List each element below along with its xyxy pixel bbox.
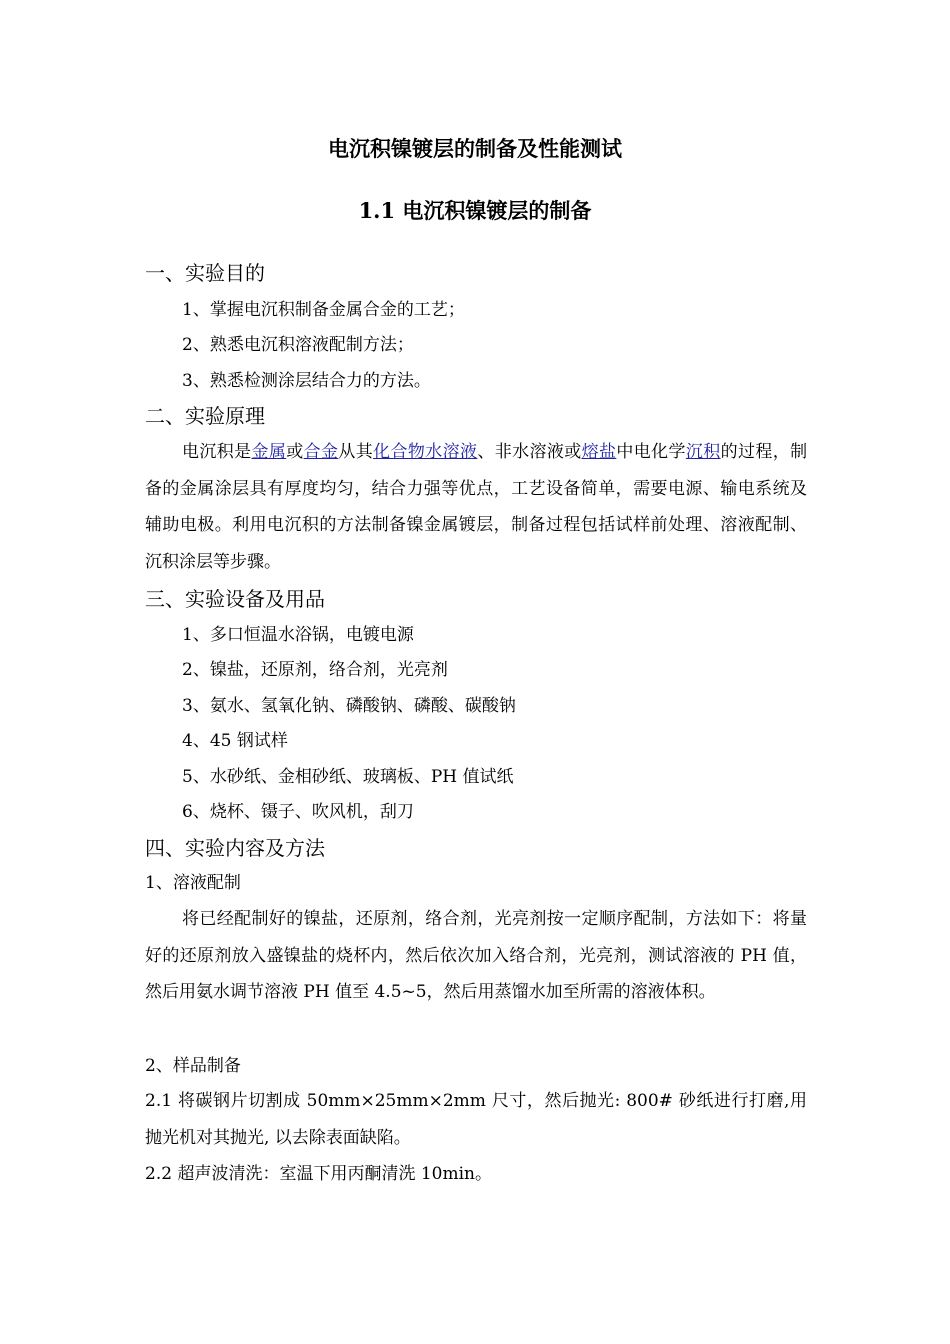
link-metal[interactable]: 金属 xyxy=(251,442,287,462)
subheading-sample: 2、样品制备 xyxy=(145,1056,241,1076)
link-molten-salt[interactable]: 熔盐 xyxy=(581,442,617,462)
list-item: 2、镍盐，还原剂，络合剂，光亮剂 xyxy=(182,660,448,680)
sample-paragraph: 2.1 将碳钢片切割成 50mm×25mm×2mm 尺寸，然后抛光: 800# 砂纸进行打磨,用抛光机对其抛光, 以去除表面缺陷。 xyxy=(145,1091,807,1148)
heading-principle: 二、实验原理 xyxy=(145,404,265,428)
section-subtitle: 1.1 电沉积镍镀层的制备 xyxy=(358,198,592,223)
list-item: 3、熟悉检测涂层结合力的方法。 xyxy=(182,371,431,391)
heading-method: 四、实验内容及方法 xyxy=(145,836,325,860)
list-item: 3、氨水、氢氧化钠、磷酸钠、磷酸、碳酸钠 xyxy=(182,696,516,716)
paragraph-text: 电沉积是 xyxy=(182,442,252,462)
paragraph-text: 从其 xyxy=(338,442,374,462)
paragraph-text: 或 xyxy=(286,442,304,462)
solution-paragraph: 将已经配制好的镍盐，还原剂，络合剂，光亮剂按一定顺序配制，方法如下：将量好的还原剂放入盛镍盐的烧杯内，然后依次加入络合剂，光亮剂，测试溶液的 PH 值，然后用氨水调节溶液 PH 值至 4.5~5，然后用蒸馏水加至所需的溶液体积。 xyxy=(145,909,807,1002)
paragraph-text: 、非水溶液或 xyxy=(477,442,582,462)
heading-equipment: 三、实验设备及用品 xyxy=(145,587,325,611)
list-item: 5、水砂纸、金相砂纸、玻璃板、PH 值试纸 xyxy=(182,767,514,787)
list-item: 1、多口恒温水浴锅，电镀电源 xyxy=(182,625,414,645)
link-deposition[interactable]: 沉积 xyxy=(685,442,721,462)
paragraph-text: 中电化学 xyxy=(616,442,686,462)
heading-objective: 一、实验目的 xyxy=(145,261,265,285)
list-item: 6、烧杯、镊子、吹风机，刮刀 xyxy=(182,802,414,822)
link-aqueous-solution[interactable]: 化合物水溶液 xyxy=(373,442,478,462)
subheading-solution: 1、溶液配制 xyxy=(145,873,241,893)
list-item: 2、熟悉电沉积溶液配制方法； xyxy=(182,335,414,355)
link-alloy[interactable]: 合金 xyxy=(303,442,339,462)
ultrasonic-line: 2.2 超声波清洗：室温下用丙酮清洗 10min。 xyxy=(145,1164,492,1184)
list-item: 4、45 钢试样 xyxy=(182,731,288,751)
list-item: 1、掌握电沉积制备金属合金的工艺； xyxy=(182,300,465,320)
document-title: 电沉积镍镀层的制备及性能测试 xyxy=(328,136,622,161)
principle-paragraph xyxy=(145,434,807,580)
paragraph-text: 的过程，制备的金属涂层具有厚度均匀，结合力强等优点，工艺设备简单，需要电源、输电系统及辅助电极。利用电沉积的方法制备镍金属镀层，制备过程包括试样前处理、溶液配制、沉积涂层等步骤。 xyxy=(145,442,808,572)
